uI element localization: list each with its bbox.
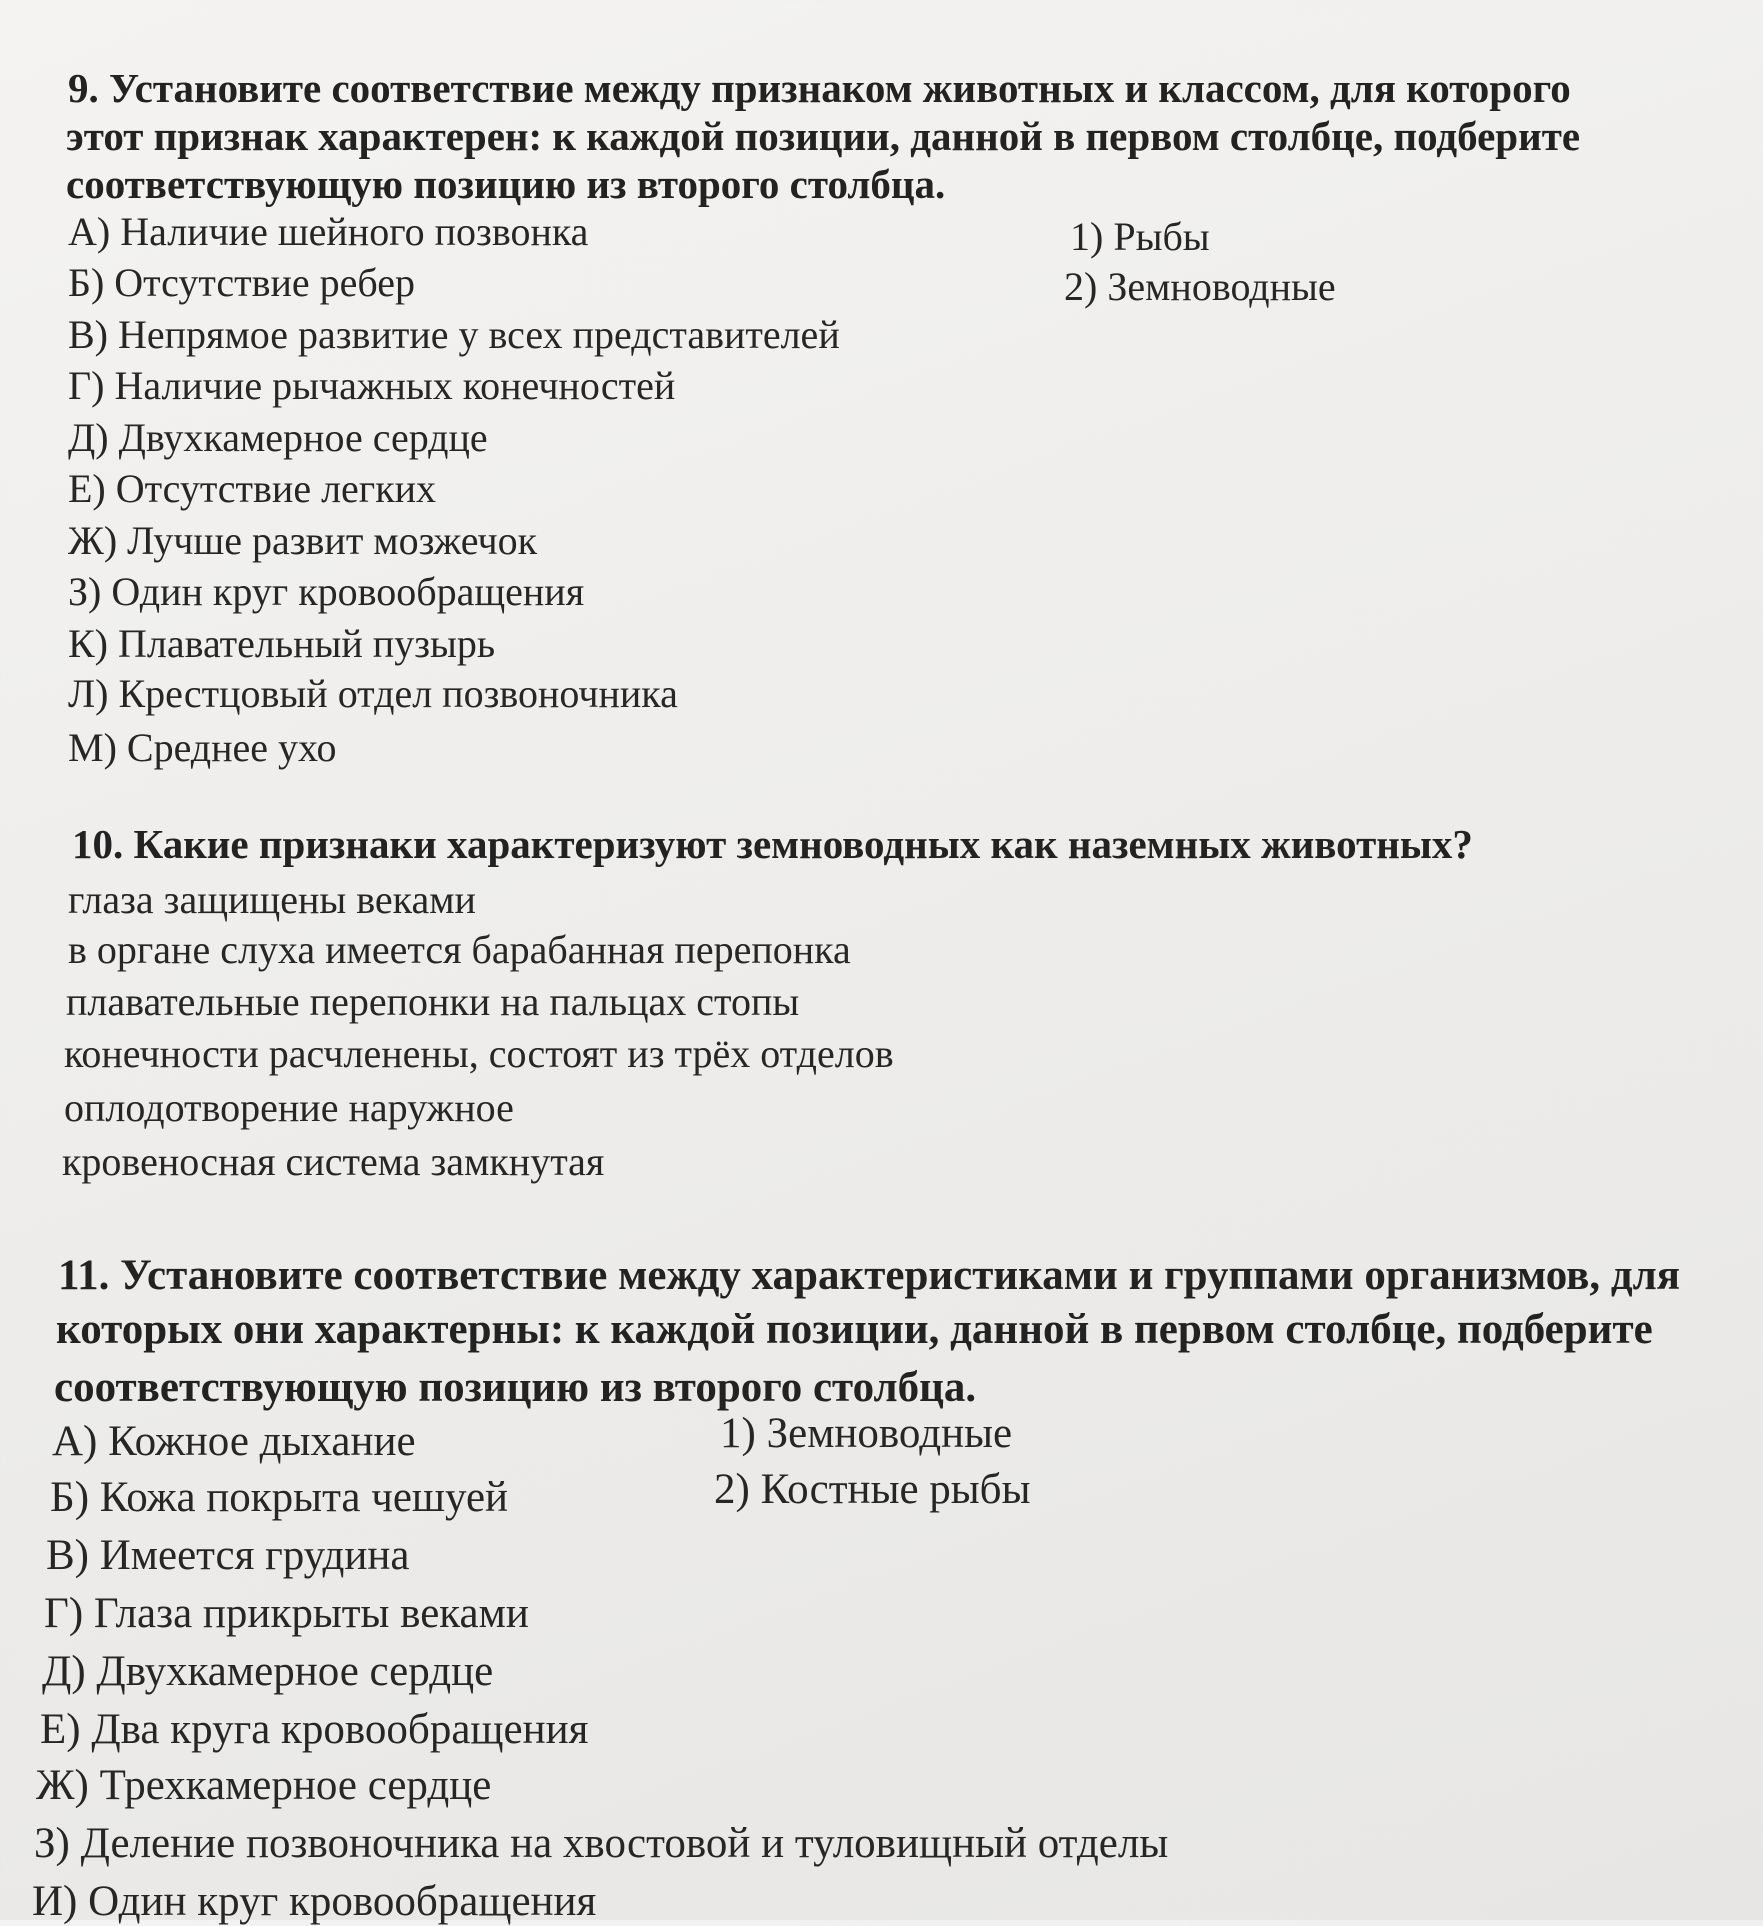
question-11-left-item: В) Имеется грудина <box>46 1532 410 1579</box>
question-9-left-item: Д) Двухкамерное сердце <box>68 415 488 460</box>
question-10-option: кровеносная система замкнутая <box>62 1139 605 1184</box>
question-10-option: глаза защищены веками <box>68 877 476 922</box>
question-11-heading-line-3: соответствующую позицию из второго столбца. <box>54 1364 977 1411</box>
question-10-heading: 10. Какие признаки характеризуют земноводных как наземных животных? <box>72 821 1473 867</box>
question-11-left-item: Б) Кожа покрыта чешуей <box>50 1474 509 1521</box>
question-10-option: плавательные перепонки на пальцах стопы <box>66 979 800 1024</box>
question-11-left-item: А) Кожное дыхание <box>52 1418 416 1465</box>
question-9-left-item: Л) Крестцовый отдел позвоночника <box>68 671 678 716</box>
question-9-right-item: 2) Земноводные <box>1064 264 1336 309</box>
question-10-option: оплодотворение наружное <box>64 1085 514 1130</box>
question-9-left-item: К) Плавательный пузырь <box>68 621 496 666</box>
question-11-right-item: 1) Земноводные <box>720 1410 1013 1457</box>
question-11-left-item: З) Деление позвоночника на хвостовой и туловищный отделы <box>34 1820 1169 1867</box>
question-9-heading-line-3: соответствующую позицию из второго столбца. <box>66 161 946 207</box>
question-11-heading-line-1: 11. Установите соответствие между характеристиками и группами организмов, для <box>58 1252 1681 1299</box>
question-11-left-item: Е) Два круга кровообращения <box>40 1706 589 1753</box>
question-9-right-item: 1) Рыбы <box>1070 214 1210 259</box>
question-11-right-item: 2) Костные рыбы <box>714 1466 1031 1513</box>
question-9-left-item: Ж) Лучше развит мозжечок <box>68 518 538 563</box>
question-9-left-item: А) Наличие шейного позвонка <box>68 209 589 254</box>
question-11-left-item: Д) Двухкамерное сердце <box>42 1648 494 1695</box>
question-9-left-item: З) Один круг кровообращения <box>68 569 585 614</box>
question-9-left-item: В) Непрямое развитие у всех представителей <box>68 312 840 357</box>
question-9-left-item: М) Среднее ухо <box>68 725 337 770</box>
question-9-left-item: Г) Наличие рычажных конечностей <box>68 363 676 408</box>
question-9-heading-line-1: 9. Установите соответствие между признаком животных и классом, для которого <box>68 65 1571 111</box>
question-9-left-item: Е) Отсутствие легких <box>68 466 437 511</box>
question-10-option: конечности расчленены, состоят из трёх отделов <box>64 1031 894 1076</box>
question-9-heading-line-2: этот признак характерен: к каждой позиции, данной в первом столбце, подберите <box>66 113 1581 159</box>
question-11-left-item: И) Один круг кровообращения <box>32 1878 597 1925</box>
question-11-left-item: Г) Глаза прикрыты веками <box>44 1590 529 1637</box>
question-11-left-item: Ж) Трехкамерное сердце <box>36 1762 492 1809</box>
question-9-left-item: Б) Отсутствие ребер <box>68 260 415 305</box>
question-10-option: в органе слуха имеется барабанная перепонка <box>68 927 851 972</box>
question-11-heading-line-2: которых они характерны: к каждой позиции, данной в первом столбце, подберите <box>56 1306 1653 1353</box>
